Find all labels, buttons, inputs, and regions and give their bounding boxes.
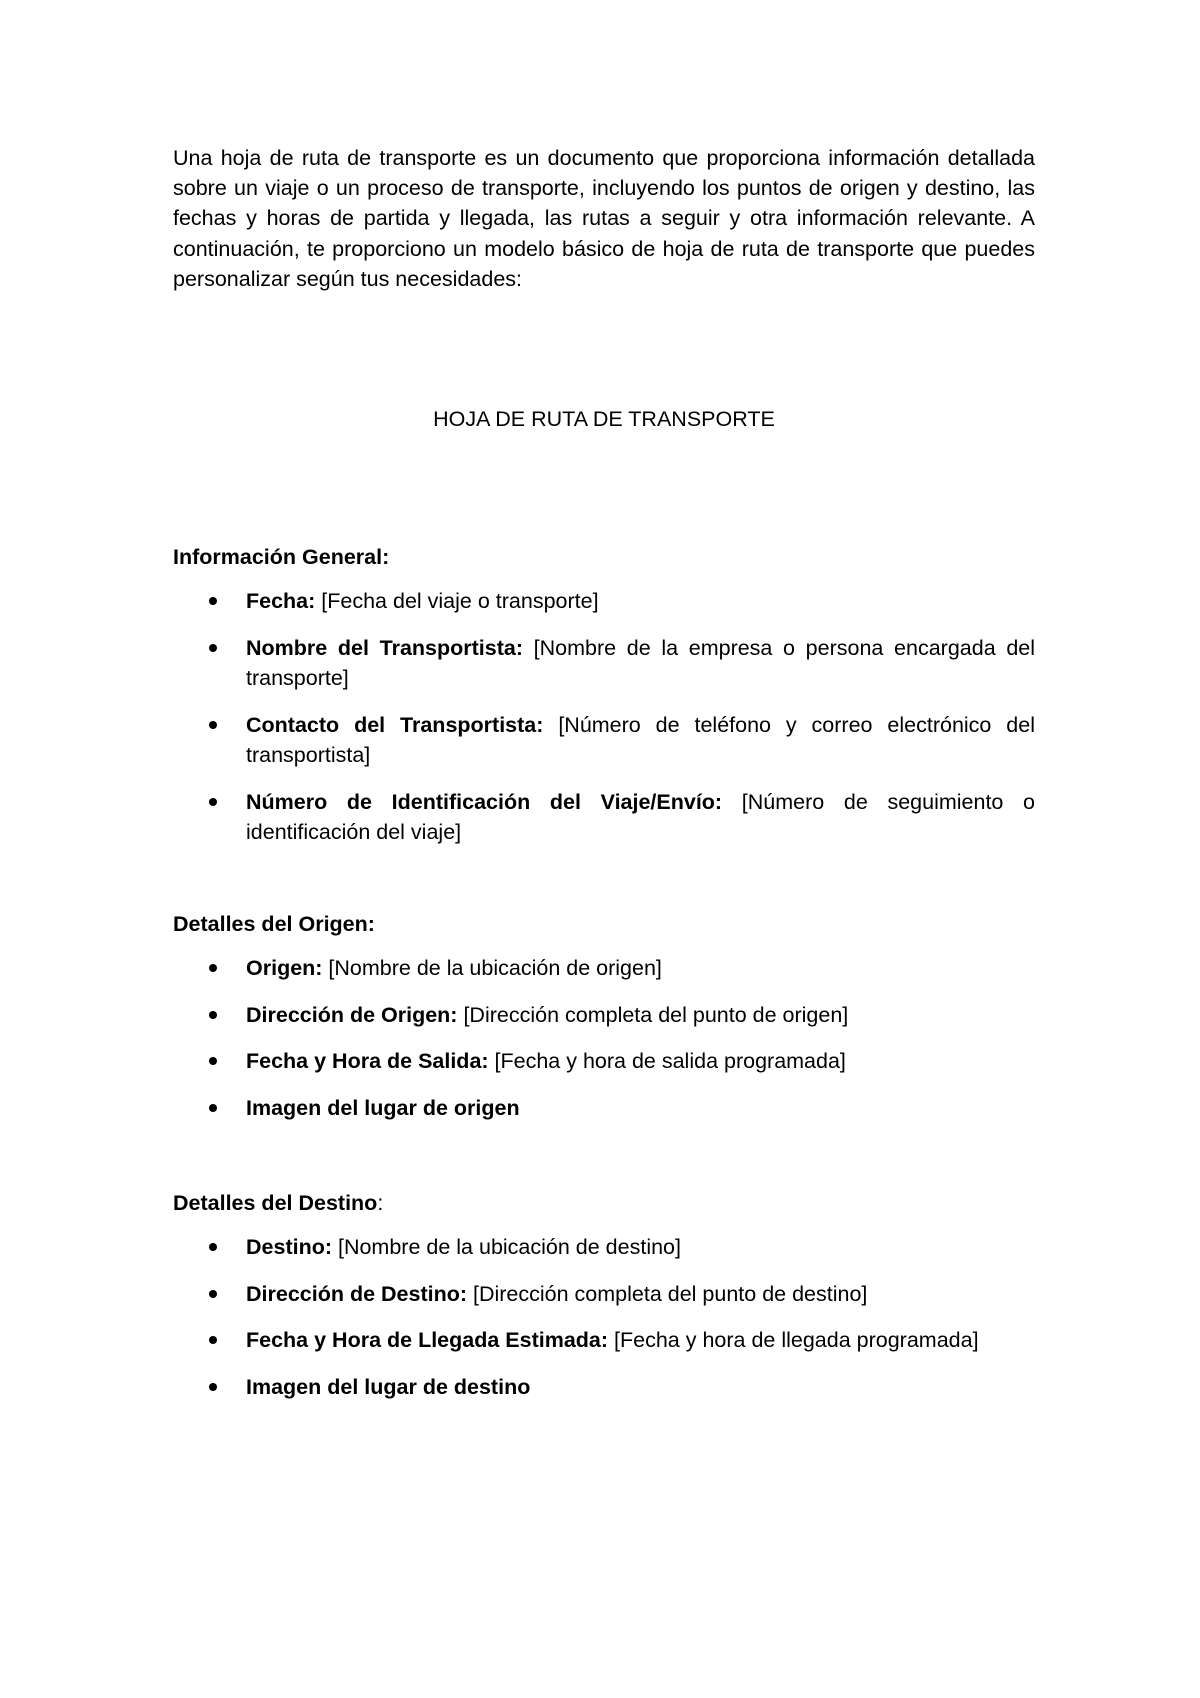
section-detalles-origen <box>173 909 1035 1140</box>
item-label: Origen: <box>246 956 323 980</box>
item-label: Imagen del lugar de origen <box>246 1096 520 1121</box>
list-item <box>173 633 1035 693</box>
item-label: Contacto del Transportista: <box>246 712 544 737</box>
item-list <box>173 953 1035 1123</box>
section-heading: Información General: <box>173 545 390 569</box>
list-item <box>173 1093 1035 1123</box>
intro-paragraph: Una hoja de ruta de transporte es un documento que proporciona información detallada sobre un viaje o un proceso de transporte, incluyendo los puntos de origen y destino, las fechas y horas de partida y llegada, las rutas a seguir y otra información relevante. A continuación, te proporciono un modelo básico de hoja de ruta de transporte que puedes personalizar según tus necesidades: <box>173 146 1035 291</box>
item-value: [Nombre de la ubicación de origen] <box>322 956 662 980</box>
section-informacion-general <box>173 542 1035 863</box>
section-heading <box>173 1188 1035 1218</box>
list-item <box>173 953 1035 983</box>
item-value: [Número de seguimiento o identificación del viaje] <box>246 789 1036 844</box>
section-heading: Detalles del Origen: <box>173 912 375 936</box>
item-value: [Número de teléfono y correo electrónico del transportista] <box>246 712 1035 767</box>
section-heading-bold: Detalles del Destino <box>173 1191 378 1215</box>
item-value: [Fecha del viaje o transporte] <box>315 589 599 613</box>
list-item <box>173 1046 1035 1076</box>
item-label: Fecha: <box>246 589 316 613</box>
list-item <box>173 787 1035 847</box>
item-value: [Dirección completa del punto de destino] <box>467 1281 868 1306</box>
item-label: Dirección de Origen: <box>246 1002 458 1027</box>
list-item <box>173 710 1035 770</box>
item-label: Destino: <box>246 1235 332 1259</box>
item-label: Dirección de Destino: <box>246 1281 468 1306</box>
document-title: HOJA DE RUTA DE TRANSPORTE <box>433 407 775 431</box>
item-label: Fecha y Hora de Llegada Estimada: <box>246 1328 609 1353</box>
item-value: [Dirección completa del punto de origen] <box>457 1002 849 1027</box>
item-list <box>173 1232 1035 1402</box>
item-value: [Fecha y hora de salida programada] <box>488 1049 846 1074</box>
list-item <box>173 1000 1035 1030</box>
list-item <box>173 1372 1035 1402</box>
list-item <box>173 1325 1035 1355</box>
list-item <box>173 586 1035 616</box>
list-item <box>173 1232 1035 1262</box>
item-label: Nombre del Transportista: <box>246 635 523 660</box>
list-item <box>173 1279 1035 1309</box>
item-list <box>173 586 1035 847</box>
item-value: [Nombre de la ubicación de destino] <box>332 1235 681 1259</box>
item-label: Número de Identificación del Viaje/Envío: <box>246 789 723 814</box>
item-value: [Nombre de la empresa o persona encargada del transporte] <box>246 635 1036 690</box>
section-detalles-destino <box>173 1188 1035 1419</box>
item-value: [Fecha y hora de llegada programada] <box>608 1328 979 1353</box>
item-label: Imagen del lugar de destino <box>246 1375 531 1400</box>
item-label: Fecha y Hora de Salida: <box>246 1049 489 1074</box>
section-heading-colon: : <box>377 1191 384 1215</box>
